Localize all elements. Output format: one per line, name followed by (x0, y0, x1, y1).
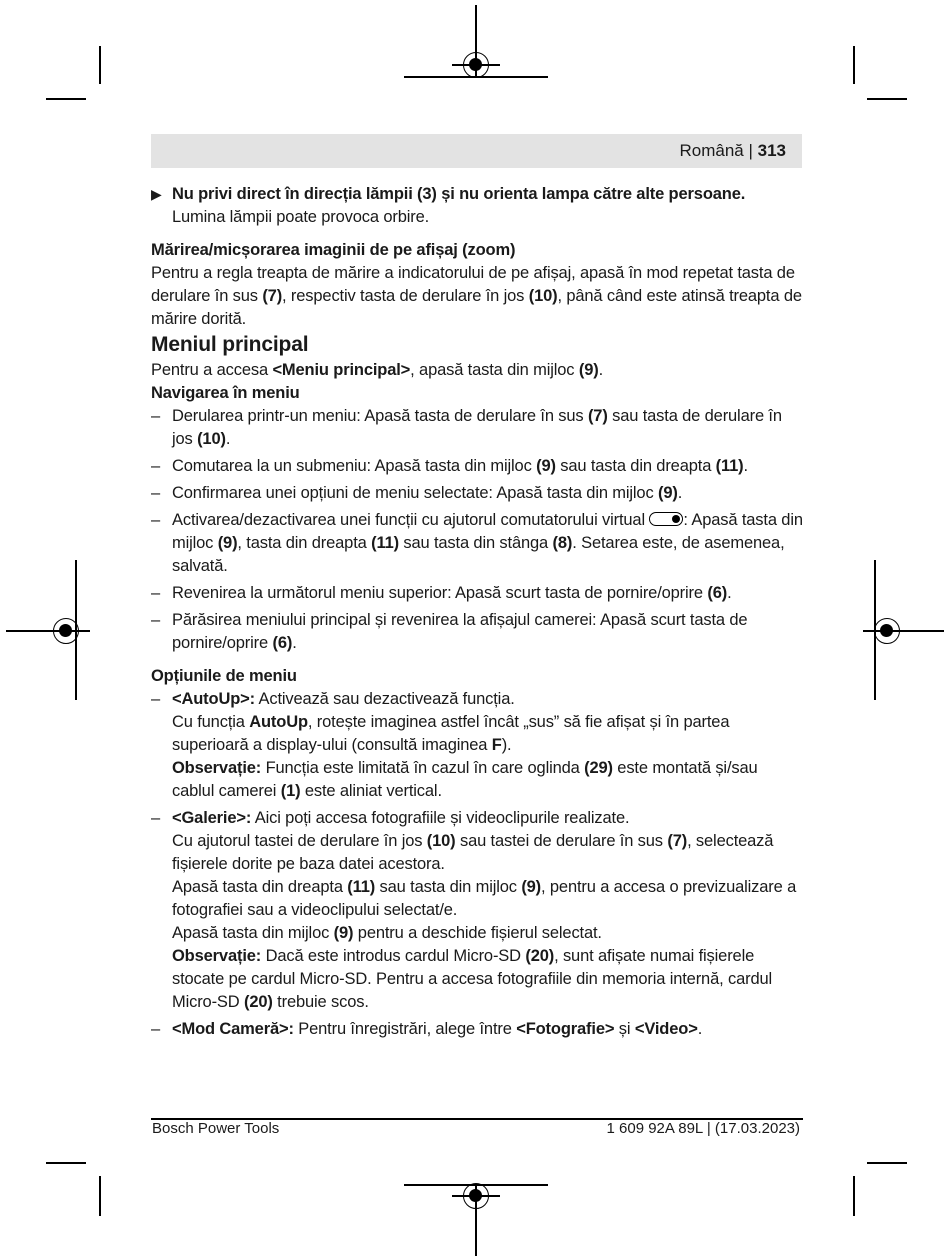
key-ref: (11) (371, 534, 399, 552)
key-ref: (7) (667, 832, 688, 850)
option-line (172, 876, 803, 922)
key-ref: (8) (552, 534, 573, 552)
option-name: <Mod Cameră>: (172, 1020, 294, 1038)
text: Cu funcția (172, 713, 250, 731)
text: Activarea/dezactivarea unei funcții cu ajutorul comutatorului virtual (172, 511, 650, 529)
dash-bullet: – (151, 690, 161, 708)
text: . (677, 484, 683, 502)
list-item-galerie (151, 807, 803, 1014)
text: Activează sau dezactivează funcția. (254, 690, 515, 708)
text: . (697, 1020, 703, 1038)
navigation-heading: Navigarea în meniu (151, 384, 300, 402)
text: Cu ajutorul tastei de derulare în jos (172, 832, 427, 850)
note (172, 757, 803, 803)
key-ref: (7) (587, 407, 608, 425)
crop-mark (46, 1162, 86, 1164)
warning-title: Nu privi direct în direcția lămpii (3) și nu orienta lampa către alte persoane. (172, 185, 746, 203)
key-ref: (9) (658, 484, 678, 502)
main-menu-paragraph (151, 359, 803, 382)
text: Funcția este limitată în cazul în care oglinda (261, 759, 585, 777)
registration-mark-icon (463, 1183, 489, 1209)
text: Revenirea la următorul meniu superior: Apasă scurt tasta de pornire/oprire (172, 584, 708, 602)
zoom-paragraph (151, 262, 803, 331)
text: Pentru a regla treapta de mărire a indicatorului de pe afișaj, apasă în mod repetat tasta de derulare în sus (151, 264, 795, 305)
dash-bullet: – (151, 511, 161, 529)
crop-mark (99, 46, 101, 84)
text: Dacă este introdus cardul Micro-SD (261, 947, 526, 965)
note-label: Observație: (172, 947, 262, 965)
option-line (172, 922, 803, 945)
toggle-switch-icon (649, 512, 683, 526)
text: . (292, 634, 297, 652)
options-heading: Opțiunile de meniu (151, 667, 297, 685)
page-header: Română | 313 (151, 134, 802, 168)
dash-bullet: – (151, 407, 161, 425)
section-heading: Meniul principal (151, 333, 309, 356)
footer-publisher: Bosch Power Tools (152, 1120, 280, 1137)
list-item (151, 582, 803, 605)
text: pentru a deschide fișierul selectat. (353, 924, 602, 942)
footer-doc-number: 1 609 92A 89L | (17.03.2023) (606, 1120, 800, 1137)
option-line (172, 711, 803, 757)
options-list (151, 688, 803, 1041)
header-language: Română (679, 141, 744, 160)
text: . Setarea este, de asemenea, salvată. (172, 534, 785, 575)
text: Părăsirea meniului principal și revenirea la afișajul camerei: Apasă scurt tasta de pornire/oprire (172, 611, 748, 652)
text: Aici poți accesa fotografiile și videoclipurile realizate. (251, 809, 630, 827)
list-item (151, 609, 803, 655)
page-number: 313 (757, 141, 786, 160)
key-ref: (11) (715, 457, 744, 475)
crop-mark (853, 1176, 855, 1216)
list-item-autoup (151, 688, 803, 803)
crop-mark (867, 98, 907, 100)
text: , rotește imaginea astfel încât „sus” să fie afișat și în partea superioară a display-ului (consultă imaginea (172, 713, 730, 754)
list-item (151, 405, 803, 451)
list-item (151, 509, 803, 578)
text: : Apasă tasta din mijloc (172, 511, 803, 552)
navigation-list (151, 405, 803, 655)
dash-bullet: – (151, 584, 161, 602)
option-value: <Fotografie> (516, 1020, 615, 1038)
dash-bullet: – (151, 484, 161, 502)
text: . (598, 361, 603, 379)
text: ). (501, 736, 512, 754)
dash-bullet: – (151, 809, 161, 827)
key-ref: (20) (525, 947, 555, 965)
crop-mark (853, 46, 855, 84)
text: sau tasta din mijloc (375, 878, 522, 896)
text: sau tasta din dreapta (555, 457, 716, 475)
dash-bullet: – (151, 457, 161, 475)
text: . (743, 457, 748, 475)
warning-body: Lumina lămpii poate provoca orbire. (172, 208, 430, 226)
registration-mark-icon (53, 618, 79, 644)
crop-mark (99, 1176, 101, 1216)
option-value: <Video> (634, 1020, 698, 1038)
list-item-mod-camera (151, 1018, 803, 1041)
key-ref: (11) (347, 878, 376, 896)
key-ref: (10) (528, 287, 558, 305)
option-name: <AutoUp>: (172, 690, 255, 708)
key-ref: (7) (262, 287, 283, 305)
option-name: <Galerie>: (172, 809, 252, 827)
text: sau tasta din stânga (398, 534, 553, 552)
dash-bullet: – (151, 611, 161, 629)
option-line (172, 688, 803, 711)
text: Confirmarea unei opțiuni de meniu selectate: Apasă tasta din mijloc (172, 484, 658, 502)
crop-mark (867, 1162, 907, 1164)
text: este aliniat vertical. (300, 782, 442, 800)
text: . (225, 430, 231, 448)
text: Apasă tasta din dreapta (172, 878, 348, 896)
text: . (727, 584, 732, 602)
text: , sunt afișate numai fișierele stocate pe cardul Micro-SD. Pentru a accesa fotografiile din memoria internă, cardul Micro-SD (172, 947, 773, 1011)
safety-warning (151, 183, 803, 229)
text: Apasă tasta din mijloc (172, 924, 334, 942)
key-ref: (9) (217, 534, 238, 552)
text: sau tasta de derulare în jos (172, 407, 782, 448)
note-label: Observație: (172, 759, 262, 777)
emphasis: AutoUp (249, 713, 308, 731)
key-ref: (10) (426, 832, 456, 850)
option-line (172, 830, 803, 876)
registration-mark-icon (874, 618, 900, 644)
list-item (151, 455, 803, 478)
key-ref: (9) (536, 457, 556, 475)
key-ref: (29) (584, 759, 613, 777)
text: , pentru a accesa o previzualizare a fotografiei sau a videoclipului selectat/e. (172, 878, 797, 919)
key-ref: (9) (521, 878, 542, 896)
text: Pentru a accesa (151, 361, 273, 379)
registration-mark-icon (463, 52, 489, 78)
text: , până când este atinsă treapta de mărire dorită. (151, 287, 802, 328)
text: și (614, 1020, 635, 1038)
text: Pentru înregistrări, alege între (293, 1020, 517, 1038)
text: Derularea printr-un meniu: Apasă tasta de derulare în sus (172, 407, 588, 425)
key-ref: (9) (333, 924, 354, 942)
crop-mark (46, 98, 86, 100)
text: Comutarea la un submeniu: Apasă tasta din mijloc (172, 457, 537, 475)
key-ref: (6) (707, 584, 728, 602)
warning-arrow-icon: ▶ (151, 186, 162, 202)
key-ref: (1) (280, 782, 301, 800)
key-ref: (6) (272, 634, 293, 652)
text: este montată și/sau cablul camerei (172, 759, 758, 800)
page-body (151, 183, 803, 1051)
menu-name: <Meniu principal> (272, 361, 411, 379)
text: trebuie scos. (272, 993, 369, 1011)
note (172, 945, 803, 1014)
key-ref: (20) (243, 993, 273, 1011)
figure-ref: F (491, 736, 502, 754)
zoom-heading: Mărirea/micșorarea imaginii de pe afișaj (zoom) (151, 241, 516, 259)
text: sau tastei de derulare în sus (455, 832, 668, 850)
option-line (172, 807, 803, 830)
text: , tasta din dreapta (237, 534, 372, 552)
key-ref: (10) (197, 430, 226, 448)
text: , apasă tasta din mijloc (410, 361, 579, 379)
text: , respectiv tasta de derulare în jos (282, 287, 529, 305)
text: , selectează fișierele dorite pe baza datei acestora. (172, 832, 774, 873)
list-item (151, 482, 803, 505)
key-ref: (9) (578, 361, 599, 379)
dash-bullet: – (151, 1020, 161, 1038)
